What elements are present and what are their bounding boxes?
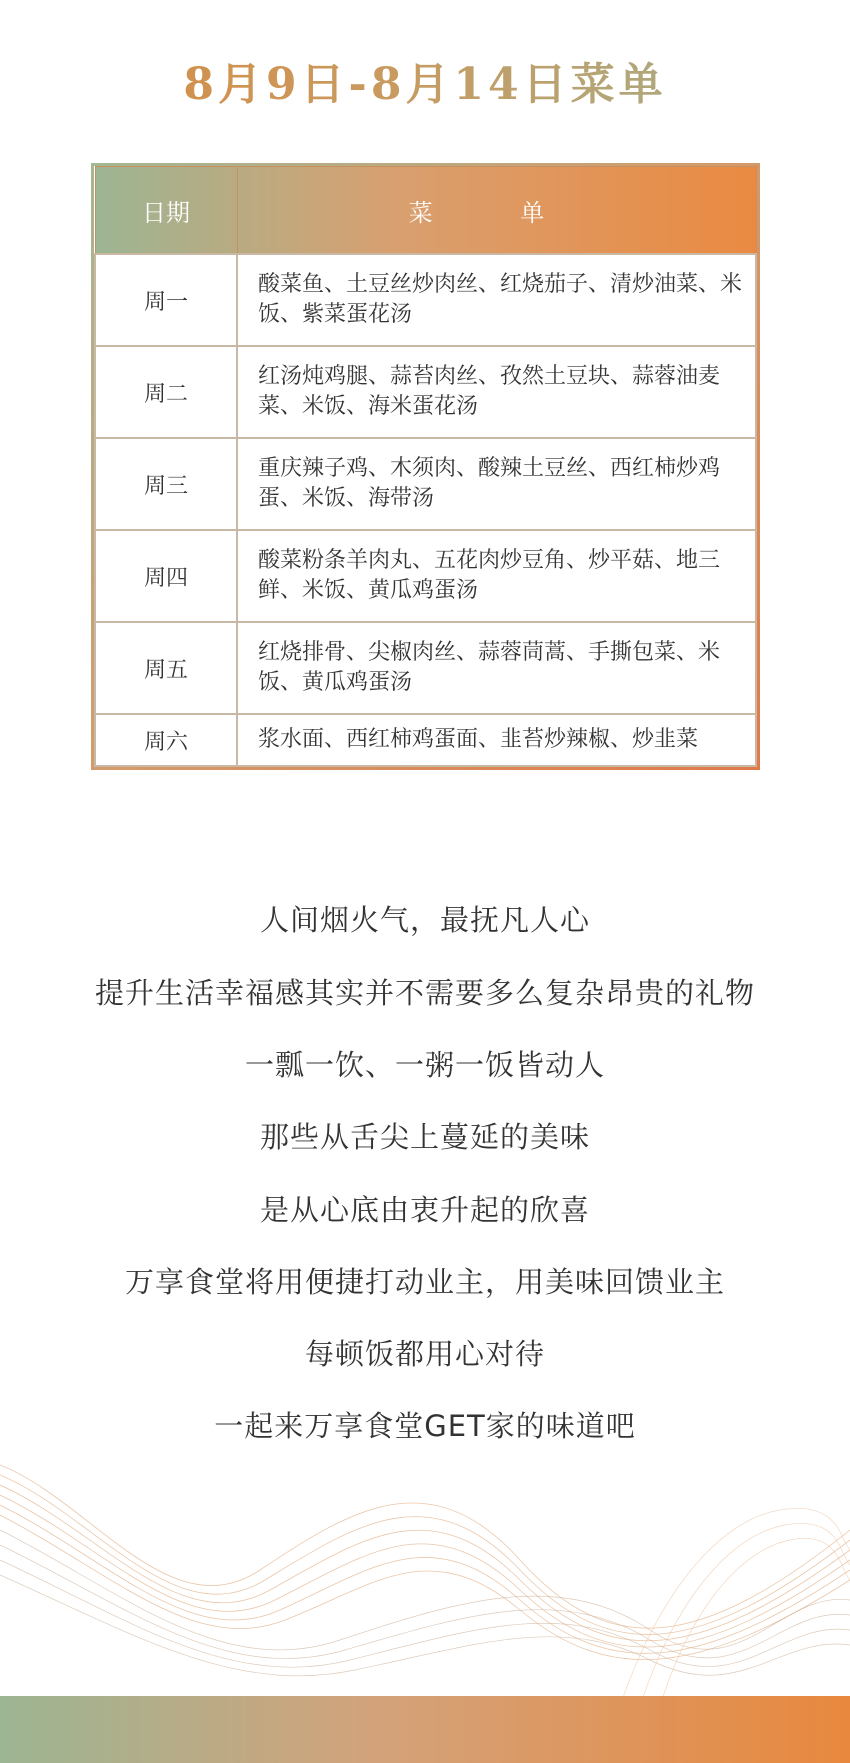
poem-line: 人间烟火气，最抚凡人心 bbox=[259, 903, 590, 937]
poem-line: 那些从舌尖上蔓延的美味 bbox=[259, 1120, 590, 1154]
table-row bbox=[95, 530, 756, 622]
poem-line: 一起来万享食堂GET家的味道吧 bbox=[214, 1409, 636, 1443]
menu-table-frame bbox=[91, 163, 760, 770]
table-header-row bbox=[95, 167, 756, 255]
day-cell: 周三 bbox=[95, 438, 237, 530]
bottom-gradient-bar bbox=[0, 1696, 850, 1763]
table-row bbox=[95, 438, 756, 530]
table-row bbox=[95, 254, 756, 346]
dishes-cell: 红汤炖鸡腿、蒜苔肉丝、孜然土豆块、蒜蓉油麦菜、米饭、海米蛋花汤 bbox=[237, 346, 756, 438]
day-cell: 周五 bbox=[95, 622, 237, 714]
poem-line: 一瓢一饮、一粥一饭皆动人 bbox=[244, 1048, 605, 1082]
day-cell: 周二 bbox=[95, 346, 237, 438]
table-row bbox=[95, 346, 756, 438]
table-row bbox=[95, 714, 756, 766]
poem-line: 万享食堂将用便捷打动业主，用美味回馈业主 bbox=[124, 1265, 725, 1299]
dishes-cell: 红烧排骨、尖椒肉丝、蒜蓉茼蒿、手撕包菜、米饭、黄瓜鸡蛋汤 bbox=[237, 622, 756, 714]
poem-line: 每顿饭都用心对待 bbox=[304, 1337, 545, 1371]
poem-line: 是从心底由衷升起的欣喜 bbox=[259, 1193, 590, 1227]
dishes-cell: 酸菜鱼、土豆丝炒肉丝、红烧茄子、清炒油菜、米饭、紫菜蛋花汤 bbox=[237, 254, 756, 346]
day-cell: 周六 bbox=[95, 714, 237, 766]
header-day: 日期 bbox=[95, 167, 237, 255]
dishes-cell: 浆水面、西红柿鸡蛋面、韭苔炒辣椒、炒韭菜 bbox=[237, 714, 756, 766]
poem-line: 提升生活幸福感其实并不需要多么复杂昂贵的礼物 bbox=[94, 976, 755, 1010]
menu-table bbox=[94, 166, 757, 767]
dishes-cell: 酸菜粉条羊肉丸、五花肉炒豆角、炒平菇、地三鲜、米饭、黄瓜鸡蛋汤 bbox=[237, 530, 756, 622]
day-cell: 周四 bbox=[95, 530, 237, 622]
table-row bbox=[95, 622, 756, 714]
mountain-lines-decoration bbox=[0, 1440, 850, 1706]
dishes-cell: 重庆辣子鸡、木须肉、酸辣土豆丝、西红柿炒鸡蛋、米饭、海带汤 bbox=[237, 438, 756, 530]
header-menu: 菜 单 bbox=[237, 167, 756, 255]
page-title: 8月9日-8月14日菜单 bbox=[0, 48, 850, 112]
day-cell: 周一 bbox=[95, 254, 237, 346]
